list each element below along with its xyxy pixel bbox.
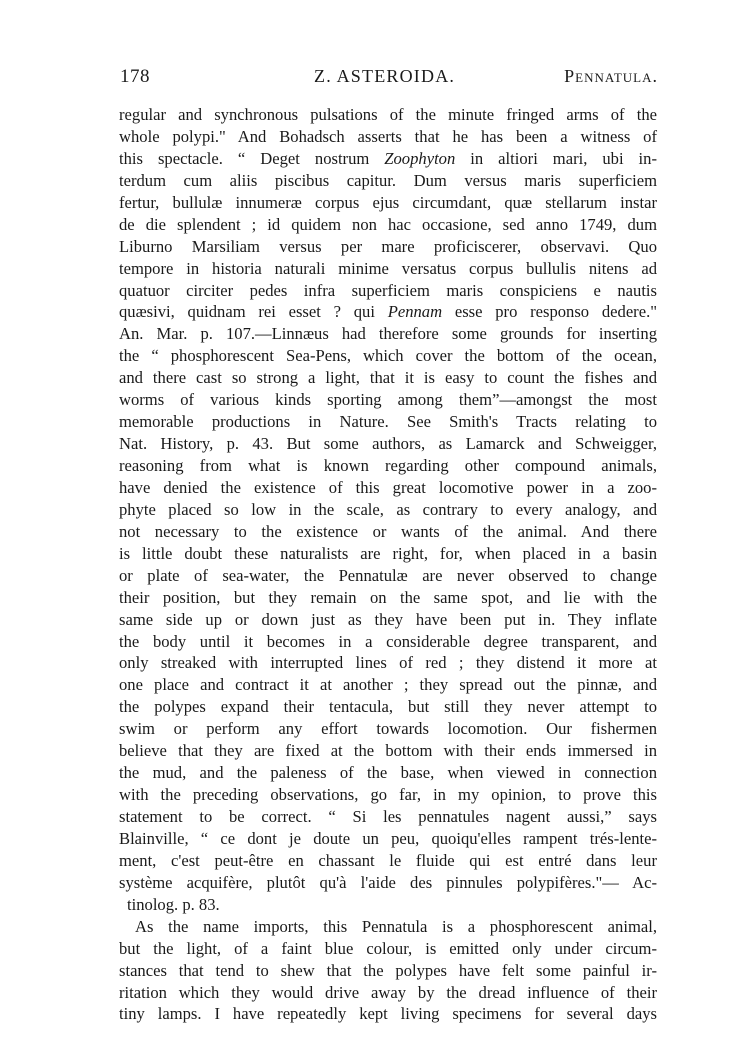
text-line: tinolog. p. 83. [127, 894, 220, 914]
text-line: with the preceding observations, go far, in my opinion, to prove this [119, 785, 657, 805]
text-line: Liburno Marsiliam versus per mare proficiscerer, observavi. Quo [119, 236, 657, 256]
text-line: whole polypi." And Bohadsch asserts that he has been a witness of [119, 126, 657, 146]
text-line: their position, but they remain on the same spot, and lie with the [119, 587, 657, 607]
text-line: tempore in historia naturali minime versatus corpus bullulis nitens ad [119, 258, 657, 278]
text-line: regular and synchronous pulsations of the minute fringed arms of the [119, 105, 657, 124]
text-line: phyte placed so low in the scale, as contrary to every analogy, and [119, 499, 657, 519]
text-line: same side up or down just as they have been put in. They inflate [119, 609, 657, 629]
text-line: tiny lamps. I have repeatedly kept living specimens for several days [119, 1004, 657, 1024]
text-line: or plate of sea-water, the Pennatulæ are never observed to change [119, 565, 657, 585]
text-line: is little doubt these naturalists are right, for, when placed in a basin [119, 543, 657, 563]
text-line: this spectacle. “ Deget nostrum Zoophyton in altiori mari, ubi in- [119, 148, 657, 168]
text-line: the polypes expand their tentacula, but still they never attempt to [119, 697, 657, 717]
running-title: Pennatula. [564, 66, 658, 86]
body-text [119, 104, 657, 1025]
text-line: reasoning from what is known regarding other compound animals, [119, 456, 657, 475]
text-line: not necessary to the existence or wants of the animal. And there [119, 521, 657, 541]
text-line: Blainville, “ ce dont je doute un peu, quoiqu'elles rampent trés-lente- [119, 828, 657, 848]
text-line: terdum cum aliis piscibus capitur. Dum versus maris superficiem [119, 170, 657, 190]
text-line: believe that they are fixed at the bottom with their ends immersed in [119, 741, 657, 761]
text-line: fertur, bullulæ innumeræ corpus ejus circumdant, quæ stellarum instar [119, 192, 657, 212]
text-line: statement to be correct. “ Si les pennatules nagent aussi,” says [119, 807, 657, 826]
text-line: but the light, of a faint blue colour, is emitted only under circum- [119, 938, 657, 958]
text-line: système acquifère, plutôt qu'à l'aide des pinnules polypifères."— Ac- [119, 872, 657, 892]
text-line: the mud, and the paleness of the base, when viewed in connection [119, 763, 657, 783]
text-line: the body until it becomes in a considerable degree transparent, and [119, 631, 657, 651]
text-line: one place and contract it at another ; they spread out the pinnæ, and [119, 675, 657, 695]
running-head [120, 66, 658, 92]
text-line: memorable productions in Nature. See Smith's Tracts relating to [119, 412, 657, 432]
text-line: ritation which they would drive away by the dread influence of their [119, 982, 657, 1002]
text-line: Nat. History, p. 43. But some authors, as Lamarck and Schweigger, [119, 434, 657, 454]
paragraph-start-line: As the name imports, this Pennatula is a phosphorescent animal, [135, 916, 657, 936]
text-line: and there cast so strong a light, that it is easy to count the fishes and [119, 368, 657, 388]
text-line: stances that tend to shew that the polypes have felt some painful ir- [119, 960, 657, 980]
page-number: 178 [120, 66, 150, 87]
text-line: ment, c'est peut-être en chassant le fluide qui est entré dans leur [119, 850, 657, 870]
text-line: quæsivi, quidnam rei esset ? qui Pennam esse pro responso dedere." [119, 302, 657, 322]
text-line: have denied the existence of this great locomotive power in a zoo- [119, 477, 657, 497]
text-line: de die splendent ; id quidem non hac occasione, sed anno 1749, dum [119, 214, 657, 234]
text-line: only streaked with interrupted lines of red ; they distend it more at [119, 653, 657, 673]
section-title: Z. ASTEROIDA. [314, 66, 456, 86]
text-line: worms of various kinds sporting among them”—amongst the most [119, 390, 657, 410]
text-line: the “ phosphorescent Sea-Pens, which cover the bottom of the ocean, [119, 346, 657, 366]
text-line: swim or perform any effort towards locomotion. Our fishermen [119, 719, 657, 739]
text-line: quatuor circiter pedes infra superficiem maris conspiciens e nautis [119, 280, 657, 300]
text-line: An. Mar. p. 107.—Linnæus had therefore some grounds for inserting [119, 324, 657, 344]
